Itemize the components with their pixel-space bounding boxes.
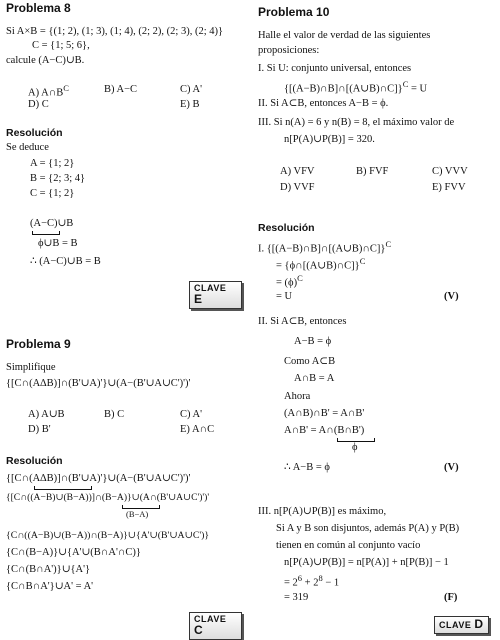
p9-res-line4: {C∩(B−A)}∪{A'∪(B∩A'∩C)} [6, 547, 141, 558]
p9-res-line2: {[C∩((A−B)∪(B−A))]∩(B−A)}∪(A∩(B'∪A∪C')')' [6, 492, 210, 503]
p8-option-c: C) A' [180, 84, 203, 95]
p9-answer-key [189, 612, 242, 640]
p10-resolution-heading: Resolución [258, 222, 315, 234]
p8-option-d: D) C [28, 99, 49, 110]
p8-statement-line1: Si A×B = {(1; 2), (1; 3), (1; 4), (2; 2), (2; 3), (2; 4)} [6, 26, 224, 37]
p9-res-line5: {C∩(B∩A')}∪{A'} [6, 564, 91, 575]
p10-res-i-line2-main: = {ϕ∩[(A∪B)∩C]} [276, 260, 360, 272]
p8-option-b: B) A−C [104, 84, 138, 95]
p10-res-ii-line3: Como A⊂B [284, 356, 336, 367]
p9-clave-letter: C [194, 623, 204, 638]
p10-res-i-line4: = U [276, 291, 293, 302]
p10-option-a: A) VFV [280, 166, 315, 177]
p9-statement-line2: {[C∩(A∆B)]∩(B'∪A)'}∪(A−(B'∪A∪C')')' [6, 378, 191, 389]
p8-option-e: E) B [180, 99, 200, 110]
p10-prop-ii: II. Si A⊂B, entonces A−B = ϕ. [258, 98, 389, 109]
p9-res-line3: {C∩((A−B)∪(B−A))∩(B−A)}∪{A'∪(B'∪A∪C')} [6, 530, 210, 541]
p10-res-i-line3-main: = (ϕ) [276, 277, 298, 289]
p10-verdict-i: (V) [444, 291, 459, 302]
p10-res-i-line1 [258, 240, 391, 256]
p10-res-ii-line4: A∩B = A [294, 373, 335, 384]
p10-answer-key [434, 616, 489, 634]
p9-option-b: B) C [104, 409, 125, 420]
p10-res-iii-line5-a: = 2 [284, 577, 298, 589]
p10-statement-line1: Halle el valor de verdad de las siguientes [258, 30, 431, 41]
problem-9-title: Problema 9 [6, 337, 71, 351]
p10-res-iii-line5-b: + 2 [302, 577, 319, 589]
p10-prop-i-formula [284, 80, 427, 96]
p8-res-line4: C = {1; 2} [30, 188, 75, 199]
p10-res-iii-line6: = 319 [284, 592, 309, 603]
p9-clave-label: CLAVE [194, 614, 227, 624]
p9-res-line2-note: (B−A) [126, 509, 149, 519]
p10-res-i-line2-sup: C [359, 256, 366, 266]
p10-res-iii-line1: III. n[P(A)∪P(B)] es máximo, [258, 506, 387, 517]
p10-prop-i: I. Si U: conjunto universal, entonces [258, 63, 412, 74]
problem-10-title: Problema 10 [258, 5, 330, 19]
p8-statement-line2: C = {1; 5; 6}, [32, 40, 90, 51]
p9-statement-line1: Simplifique [6, 362, 56, 373]
p10-res-i-line1-sup: C [385, 239, 392, 249]
p10-res-ii-line7: A∩B' = A∩(B∩B') [284, 425, 365, 436]
p10-clave-label: CLAVE [439, 620, 472, 630]
p8-clave-label: CLAVE [194, 283, 227, 293]
p10-res-ii-line7-note: ϕ [352, 442, 358, 453]
p10-option-d: D) VVF [280, 182, 315, 193]
p10-prop-i-formula-sup: C [402, 79, 409, 89]
p8-res-line2: A = {1; 2} [30, 158, 75, 169]
p9-option-a: A) A∪B [28, 409, 65, 420]
p10-res-i-line1-main: I. {[(A−B)∩B]∩[(A∪B)∩C]} [258, 243, 386, 255]
p10-res-ii-line2: A−B = ϕ [294, 336, 332, 347]
p8-answer-key [189, 281, 242, 309]
p10-statement-line2: proposiciones: [258, 45, 320, 56]
p10-prop-i-formula-tail: = U [408, 83, 428, 95]
p9-underbrace-1 [34, 486, 92, 490]
p10-res-ii-line5: Ahora [284, 391, 311, 402]
p10-verdict-ii: (V) [444, 462, 459, 473]
p10-clave-letter: D [474, 617, 484, 631]
problem-8-title: Problema 8 [6, 1, 71, 15]
p8-res-line7: ∴ (A−C)∪B = B [30, 256, 101, 267]
p9-option-c: C) A' [180, 409, 203, 420]
p10-res-iii-line4: n[P(A)∪P(B)] = n[P(A)] + n[P(B)] − 1 [284, 557, 449, 568]
p10-res-iii-line5-exp2: 8 [318, 573, 323, 583]
p8-res-line3: B = {2; 3; 4} [30, 173, 86, 184]
p10-res-iii-line5-exp1: 6 [297, 573, 303, 583]
p10-verdict-iii: (F) [444, 592, 458, 603]
p8-option-a [28, 84, 69, 100]
p8-res-line5: (A−C)∪B [30, 218, 74, 229]
p9-resolution-heading: Resolución [6, 455, 63, 467]
p8-statement-line3: calcule (A−C)∪B. [6, 55, 85, 66]
p8-option-a-sup: C [63, 83, 69, 93]
p10-res-ii-line6: (A∩B)∩B' = A∩B' [284, 408, 365, 419]
p10-res-iii-line5 [284, 574, 339, 590]
p10-res-i-line3 [276, 274, 303, 290]
p10-prop-i-formula-main: {[(A−B)∩B]∩[(A∪B)∩C]} [284, 83, 403, 95]
p8-clave-letter: E [194, 292, 203, 307]
p8-resolution-heading: Resolución [6, 127, 63, 139]
p10-option-b: B) FVF [356, 166, 389, 177]
p10-res-i-line3-sup: C [297, 273, 303, 283]
p8-res-line1: Se deduce [6, 142, 49, 153]
p10-res-iii-line2: Si A y B son disjuntos, además P(A) y P(B) [276, 523, 460, 534]
p10-prop-iii-cont: n[P(A)∪P(B)] = 320. [284, 134, 375, 145]
p9-option-e: E) A∩C [180, 424, 215, 435]
p10-res-ii-line1: II. Si A⊂B, entonces [258, 316, 347, 327]
p10-res-i-line2 [276, 257, 365, 273]
p10-res-iii-line3: tienen en común al conjunto vacío [276, 540, 421, 551]
p10-res-ii-line8: ∴ A−B = ϕ [284, 462, 330, 473]
p8-res-line6: ϕ∪B = B [38, 238, 78, 249]
p9-res-line1: {[C∩(A∆B)]∩(B'∪A)'}∪(A−(B'∪A∪C')')' [6, 473, 191, 484]
p10-res-iii-line5-c: − 1 [322, 577, 340, 589]
p8-option-a-text: A) A∩B [28, 87, 64, 99]
p9-option-d: D) B' [28, 424, 51, 435]
p9-res-line6: {C∩B∩A'}∪A' = A' [6, 581, 94, 592]
p10-option-c: C) VVV [432, 166, 468, 177]
p8-underbrace [32, 231, 60, 235]
p10-prop-iii: III. Si n(A) = 6 y n(B) = 8, el máximo valor de [258, 117, 455, 128]
p10-option-e: E) FVV [432, 182, 466, 193]
